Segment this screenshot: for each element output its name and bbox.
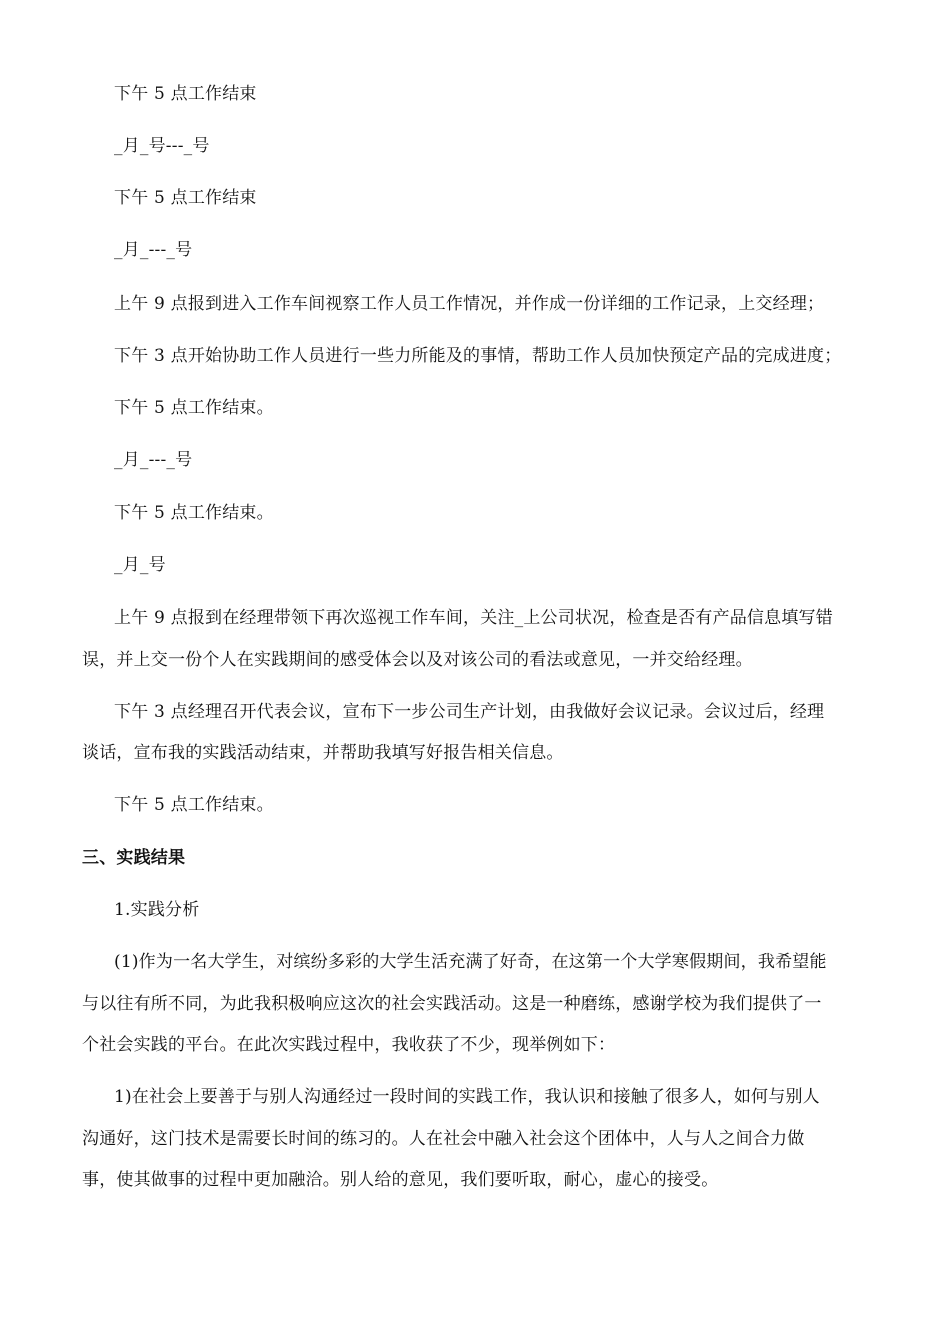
paragraph-line: 1)在社会上要善于与别人沟通经过一段时间的实践工作，我认识和接触了很多人，如何与别人 — [114, 1087, 820, 1107]
date-line: _月_号---_号 — [114, 136, 210, 156]
date-line: _月_---_号 — [114, 240, 193, 260]
subsection-heading: 1.实践分析 — [114, 900, 200, 920]
section-heading: 三、实践结果 — [82, 848, 186, 868]
schedule-line: 下午 5 点工作结束 — [114, 84, 257, 104]
schedule-line: 下午 3 点开始协助工作人员进行一些力所能及的事情，帮助工作人员加快预定产品的完成进度； — [114, 346, 842, 366]
date-line: _月_---_号 — [114, 450, 193, 470]
schedule-line: 下午 5 点工作结束。 — [114, 503, 274, 523]
paragraph-line: 下午 3 点经理召开代表会议，宣布下一步公司生产计划，由我做好会议记录。会议过后，经理 — [114, 702, 825, 722]
schedule-line: 下午 5 点工作结束 — [114, 188, 257, 208]
paragraph-line: 误，并上交一份个人在实践期间的感受体会以及对该公司的看法或意见，一并交给经理。 — [82, 650, 753, 670]
schedule-line: 下午 5 点工作结束。 — [114, 398, 274, 418]
paragraph-line: 个社会实践的平台。在此次实践过程中，我收获了不少，现举例如下： — [82, 1035, 616, 1055]
paragraph-line: 谈话，宣布我的实践活动结束，并帮助我填写好报告相关信息。 — [82, 743, 564, 763]
schedule-line: 下午 5 点工作结束。 — [114, 795, 274, 815]
paragraph-line: 与以往有所不同，为此我积极响应这次的社会实践活动。这是一种磨练，感谢学校为我们提供了一 — [82, 994, 822, 1014]
paragraph-line: 沟通好，这门技术是需要长时间的练习的。人在社会中融入社会这个团体中，人与人之间合力做 — [82, 1129, 805, 1149]
schedule-line: 上午 9 点报到进入工作车间视察工作人员工作情况，并作成一份详细的工作记录，上交经理； — [114, 294, 825, 314]
paragraph-line: (1)作为一名大学生，对缤纷多彩的大学生活充满了好奇，在这第一个大学寒假期间，我希望能 — [114, 952, 827, 972]
paragraph-line: 上午 9 点报到在经理带领下再次巡视工作车间，关注_上公司状况，检查是否有产品信息填写错 — [114, 608, 833, 628]
date-line: _月_号 — [114, 555, 166, 575]
paragraph-line: 事，使其做事的过程中更加融洽。别人给的意见，我们要听取，耐心，虚心的接受。 — [82, 1170, 719, 1190]
